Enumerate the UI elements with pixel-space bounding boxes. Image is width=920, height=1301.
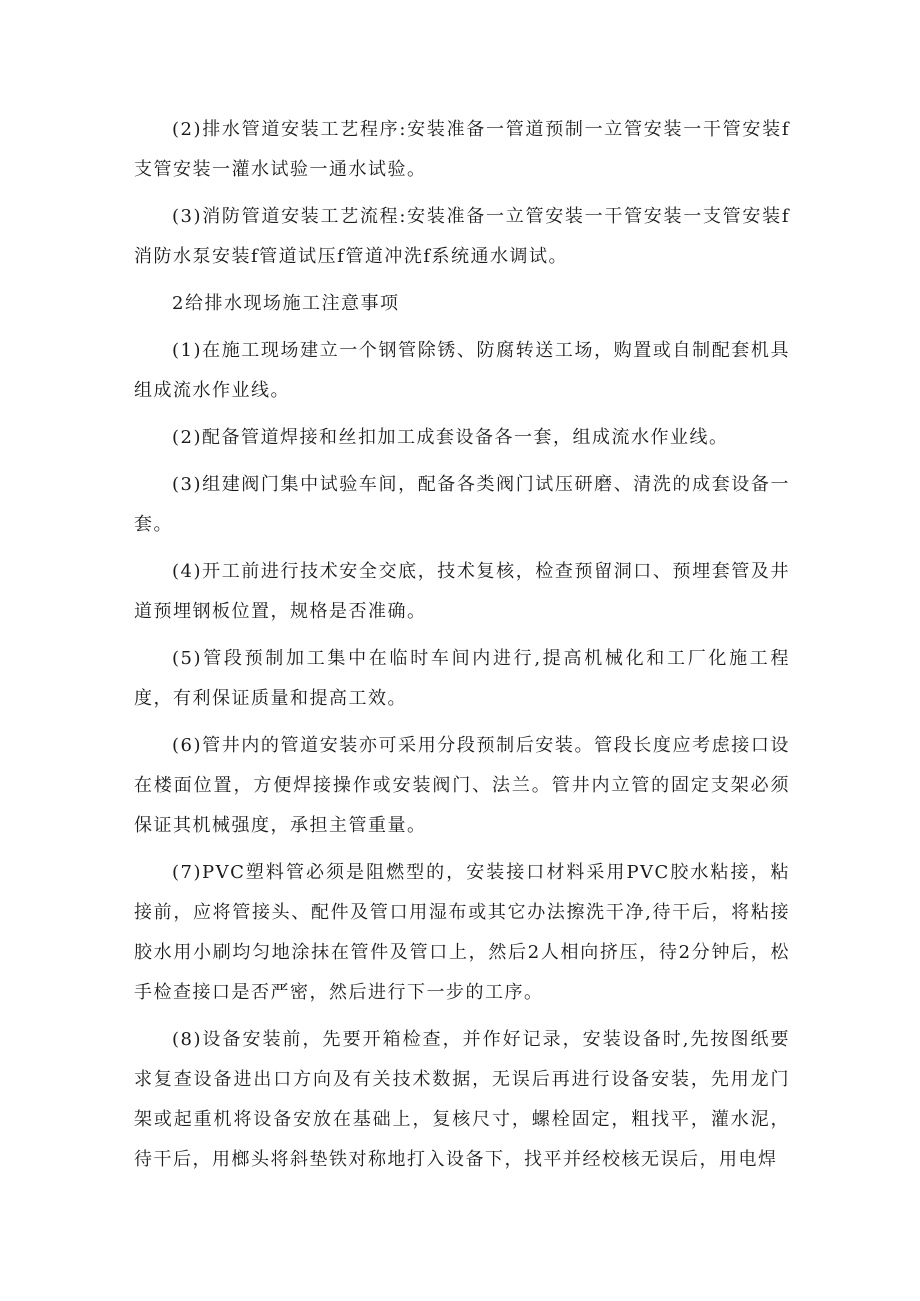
paragraph-item-6: (6)管井内的管道安装亦可采用分段预制后安装。管段长度应考虑接口设在楼面位置，方便焊接操作或安装阀门、法兰。管井内立管的固定支架必须保证其机械强度，承担主管重量。 <box>134 735 790 836</box>
document-body <box>134 110 790 1187</box>
paragraph-item-2: (2)配备管道焊接和丝扣加工成套设备各一套，组成流水作业线。 <box>172 427 729 448</box>
section-heading: 2给排水现场施工注意事项 <box>172 293 400 314</box>
paragraph-item-7: (7)PVC塑料管必须是阻燃型的，安装接口材料采用PVC胶水粘接，粘接前，应将管接头、配件及管口用湿布或其它办法擦洗干净,待干后，将粘接胶水用小刷均匀地涂抹在管件及管口上，然后2人相向挤压，待2分钟后，松手检查接口是否严密，然后进行下一步的工序。 <box>134 862 790 1003</box>
paragraph-item-8: (8)设备安装前，先要开箱检查，并作好记录，安装设备时,先按图纸要求复查设备进出口方向及有关技术数据，无误后再进行设备安装，先用龙门架或起重机将设备安放在基础上，复核尺寸，螺栓固定，粗找平，灌水泥，待干后，用榔头将斜垫铁对称地打入设备下，找平并经校核无误后，用电焊 <box>134 1029 790 1170</box>
paragraph-item-4: (4)开工前进行技术安全交底，技术复核，检查预留洞口、预埋套管及井道预埋钢板位置，规格是否准确。 <box>134 561 790 622</box>
paragraph-drainage-process: (2)排水管道安装工艺程序:安装准备一管道预制一立管安装一干管安装f支管安装一灌水试验一通水试验。 <box>134 119 790 180</box>
paragraph-fire-process: (3)消防管道安装工艺流程:安装准备一立管安装一干管安装一支管安装f消防水泵安装f管道试压f管道冲洗f系统通水调试。 <box>134 206 790 267</box>
paragraph-item-3: (3)组建阀门集中试验车间，配备各类阀门试压研磨、清洗的成套设备一套。 <box>134 474 790 535</box>
paragraph-item-1: (1)在施工现场建立一个钢管除锈、防腐转送工场，购置或自制配套机具组成流水作业线。 <box>134 340 790 401</box>
paragraph-item-5: (5)管段预制加工集中在临时车间内进行,提高机械化和工厂化施工程度，有利保证质量和提高工效。 <box>134 648 790 709</box>
